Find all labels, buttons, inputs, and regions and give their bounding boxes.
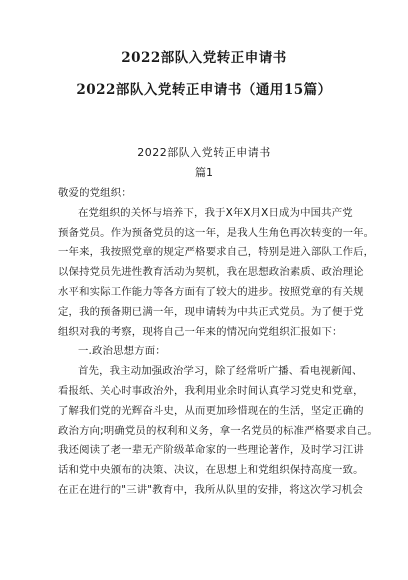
body-line: 政治方向;明确党员的权利和义务，拿一名党员的标准严格要求自己。 <box>58 424 378 437</box>
body-line: 在正在进行的"三讲"教育中，我所从队里的安排，将这次学习机会 <box>58 483 363 496</box>
body-line: 水平和实际工作能力等各方面有了较大的进步。按照党章的有关规 <box>58 285 364 298</box>
body-line: 首先，我主动加强政治学习，除了经常听广播、看电视新闻、 <box>78 365 363 378</box>
body-line: 在党组织的关怀与培养下，我于X年X月X日成为中国共产党 <box>78 206 353 219</box>
document-body <box>58 184 378 501</box>
document-subtitle: 2022部队入党转正申请书（通用15篇） <box>76 82 332 98</box>
salutation: 敬爱的党组织： <box>58 187 132 199</box>
body-line: 一年来，我按照党章的规定严格要求自己，特别是进入部队工作后， <box>58 246 375 259</box>
body-line: 了解我们党的光辉奋斗史，从而更加珍惜现在的生活，坚定正确的 <box>58 404 364 417</box>
body-line: 预备党员。作为预备党员的这一年，是我人生角色再次转变的一年。 <box>58 226 375 239</box>
body-line: 以保持党员先进性教育活动为契机，我在思想政治素质、政治理论 <box>58 266 364 279</box>
body-line: 我还阅读了老一辈无产阶级革命家的一些理论著作，及时学习江讲 <box>58 444 364 457</box>
body-line: 组织对我的考察，现将自己一年来的情况向党组织汇报如下： <box>58 325 343 338</box>
document-title: 2022部队入党转正申请书 <box>121 50 287 66</box>
article-title: 2022部队入党转正申请书 <box>137 146 271 159</box>
section-heading: 一.政治思想方面： <box>78 345 166 358</box>
section-label: 篇1 <box>195 166 213 179</box>
body-line: 话和党中央颁布的决策、决议，在思想上和党组织保持高度一致。 <box>58 464 364 477</box>
body-line: 看报纸、关心时事政治外，我利用业余时间认真学习党史和党章， <box>58 384 364 397</box>
body-line: 定，我的预备期已满一年，现申请转为中共正式党员。为了便于党 <box>58 305 364 318</box>
